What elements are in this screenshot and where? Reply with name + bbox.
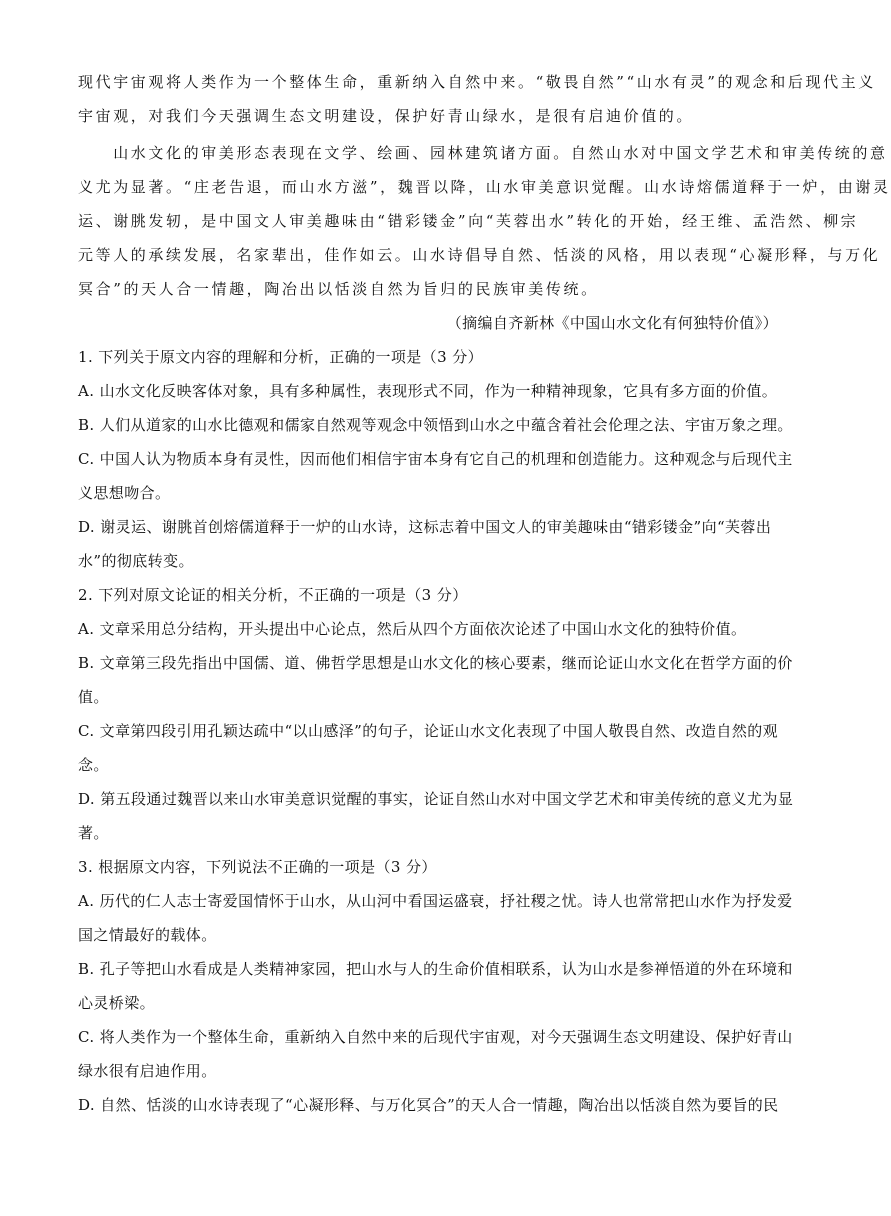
question-2-option-b-cont: 值。 [78, 688, 109, 706]
passage-line: 现代宇宙观将人类作为一个整体生命，重新纳入自然中来。“敬畏自然”“山水有灵”的观念和后现代主义 [78, 73, 876, 91]
question-1-option-d: D. 谢灵运、谢朓首创熔儒道释于一炉的山水诗，这标志着中国文人的审美趣味由“错彩镂金”向“芙蓉出 [78, 518, 772, 536]
question-3-option-d: D. 自然、恬淡的山水诗表现了“心凝形释、与万化冥合”的天人合一情趣，陶冶出以恬淡自然为要旨的民 [78, 1096, 779, 1114]
question-1-option-c-cont: 义思想吻合。 [78, 484, 171, 502]
question-3-option-b: B. 孔子等把山水看成是人类精神家园，把山水与人的生命价值相联系，认为山水是参禅悟道的外在环境和 [78, 960, 793, 978]
passage-line: 山水文化的审美形态表现在文学、绘画、园林建筑诸方面。自然山水对中国文学艺术和审美传统的意 [78, 144, 888, 162]
question-3-option-a-cont: 国之情最好的载体。 [78, 926, 217, 944]
question-2-option-b: B. 文章第三段先指出中国儒、道、佛哲学思想是山水文化的核心要素，继而论证山水文化在哲学方面的价 [78, 654, 793, 672]
passage-line: 冥合”的天人合一情趣，陶冶出以恬淡自然为旨归的民族审美传统。 [78, 280, 599, 298]
question-2-option-c-cont: 念。 [78, 756, 109, 774]
question-3-option-b-cont: 心灵桥梁。 [78, 994, 156, 1012]
question-1-option-a: A. 山水文化反映客体对象，具有多种属性，表现形式不同，作为一种精神现象，它具有多方面的价值。 [78, 382, 778, 400]
passage-line: 宇宙观，对我们今天强调生态文明建设，保护好青山绿水，是很有启迪价值的。 [78, 107, 695, 125]
question-2-option-c: C. 文章第四段引用孔颖达疏中“以山感泽”的句子，论证山水文化表现了中国人敬畏自然、改造自然的观 [78, 722, 779, 740]
source-attribution: （摘编自齐新林《中国山水文化有何独特价值》） [446, 314, 778, 332]
question-3-stem: 3. 根据原文内容，下列说法不正确的一项是（3 分） [78, 858, 437, 876]
passage-line: 元等人的承续发展，名家辈出，佳作如云。山水诗倡导自然、恬淡的风格，用以表现“心凝形释，与万化 [78, 246, 881, 264]
question-2-option-a: A. 文章采用总分结构，开头提出中心论点，然后从四个方面依次论述了中国山水文化的独特价值。 [78, 620, 747, 638]
question-3-option-a: A. 历代的仁人志士寄爱国情怀于山水，从山河中看国运盛衰，抒社稷之忧。诗人也常常把山水作为抒发爱 [78, 892, 793, 910]
passage-line: 义尤为显著。“庄老告退，而山水方滋”，魏晋以降，山水审美意识觉醒。山水诗熔儒道释于一炉，由谢灵 [78, 178, 891, 196]
question-1-option-b: B. 人们从道家的山水比德观和儒家自然观等观念中领悟到山水之中蕴含着社会伦理之法、宇宙万象之理。 [78, 416, 793, 434]
question-2-option-d: D. 第五段通过魏晋以来山水审美意识觉醒的事实，论证自然山水对中国文学艺术和审美传统的意义尤为显 [78, 790, 794, 808]
question-1-option-c: C. 中国人认为物质本身有灵性，因而他们相信宇宙本身有它自己的机理和创造能力。这种观念与后现代主 [78, 450, 793, 468]
question-2-stem: 2. 下列对原文论证的相关分析，不正确的一项是（3 分） [78, 586, 468, 604]
question-3-option-c: C. 将人类作为一个整体生命，重新纳入自然中来的后现代宇宙观，对今天强调生态文明建设、保护好青山 [78, 1028, 793, 1046]
question-2-option-d-cont: 著。 [78, 824, 109, 842]
question-3-option-c-cont: 绿水很有启迪作用。 [78, 1062, 217, 1080]
question-1-stem: 1. 下列关于原文内容的理解和分析，正确的一项是（3 分） [78, 348, 483, 366]
question-1-option-d-cont: 水”的彻底转变。 [78, 552, 194, 570]
passage-line: 运、谢朓发轫，是中国文人审美趣味由“错彩镂金”向“芙蓉出水”转化的开始，经王维、孟浩然、柳宗 [78, 212, 859, 230]
